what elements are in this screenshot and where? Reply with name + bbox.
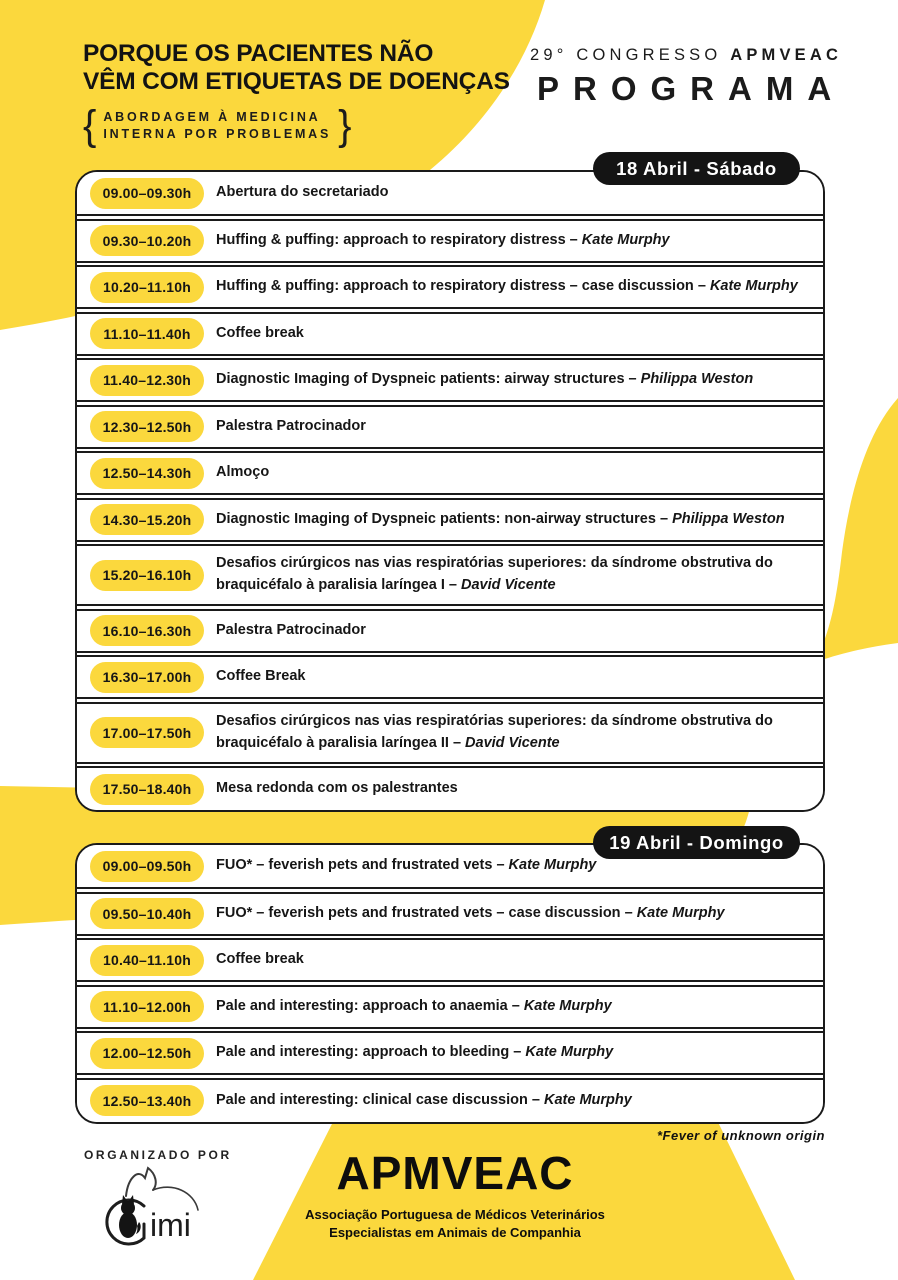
right-yellow-blob <box>813 398 898 663</box>
subtitle-line-2: INTERNA POR PROBLEMAS <box>103 127 332 142</box>
row-time: 12.50–14.30h <box>102 465 192 481</box>
row-time: 11.10–12.00h <box>102 998 192 1015</box>
row-speaker: Kate Murphy <box>709 278 798 295</box>
time-pill <box>90 1085 204 1116</box>
organized-by-label: ORGANIZADO POR <box>84 1148 232 1162</box>
row-separator: – <box>628 371 637 388</box>
row-time: 11.40–12.30h <box>102 372 192 388</box>
time-pill <box>90 615 204 646</box>
subtitle-line-1: ABORDAGEM À MEDICINA <box>103 110 321 125</box>
event-text <box>216 462 269 484</box>
event-text <box>216 949 304 971</box>
schedule-row <box>77 766 823 810</box>
day2-schedule <box>75 843 825 1124</box>
open-brace: { <box>83 103 97 150</box>
row-separator: – <box>531 1091 540 1108</box>
day1-badge: 18 Abril - Sábado <box>593 152 800 185</box>
time-pill <box>90 662 204 693</box>
time-pill <box>90 851 204 882</box>
row-title: Coffee Break <box>216 668 306 685</box>
time-pill <box>90 178 204 209</box>
row-speaker: Kate Murphy <box>508 857 597 874</box>
schedule-row <box>77 544 823 606</box>
row-separator: – <box>569 231 578 248</box>
row-time: 17.50–18.40h <box>102 781 192 797</box>
title-line-1: PORQUE OS PACIENTES NÃO <box>83 40 434 67</box>
time-pill <box>90 717 204 748</box>
schedule-row <box>77 1078 823 1122</box>
event-text <box>216 230 670 252</box>
row-separator: – <box>697 278 706 295</box>
subtitle <box>83 103 510 150</box>
event-text <box>216 1042 613 1064</box>
row-speaker: Kate Murphy <box>544 1091 632 1108</box>
row-time: 15.20–16.10h <box>102 567 192 583</box>
time-pill <box>90 365 204 396</box>
schedule-row <box>77 405 823 449</box>
row-title: Huffing & puffing: approach to respiratory distress <box>216 231 566 248</box>
row-speaker: David Vicente <box>465 734 560 751</box>
row-separator: – <box>624 904 633 921</box>
gimi-logo <box>98 1162 218 1258</box>
schedule-row <box>77 655 823 699</box>
event-text <box>216 323 304 345</box>
event-text <box>216 182 388 204</box>
row-title: Coffee break <box>216 324 304 341</box>
time-pill <box>90 898 204 929</box>
close-brace: } <box>338 103 352 150</box>
row-time: 16.30–17.00h <box>102 669 192 685</box>
dog-outline-icon <box>126 1168 156 1196</box>
event-text <box>216 620 366 642</box>
schedule-row <box>77 312 823 356</box>
schedule-row <box>77 938 823 982</box>
row-title: FUO* – feverish pets and frustrated vets – case discussion <box>216 904 621 921</box>
row-separator: – <box>513 1044 522 1061</box>
row-time: 14.30–15.20h <box>102 511 192 528</box>
schedule-row <box>77 498 823 542</box>
row-title: Palestra Patrocinador <box>216 417 366 434</box>
schedule-row <box>77 892 823 936</box>
row-title: Pale and interesting: approach to anaemia <box>216 997 508 1014</box>
program-block <box>530 46 846 108</box>
row-time: 12.30–12.50h <box>102 418 192 435</box>
schedule-row <box>77 1031 823 1075</box>
row-separator: – <box>448 577 457 593</box>
page-title <box>83 40 510 96</box>
title-line-2: VÊM COM ETIQUETAS DE DOENÇAS <box>83 68 510 96</box>
row-speaker: Philippa Weston <box>672 510 785 527</box>
association-desc-line-1: Associação Portuguesa de Médicos Veterinários <box>305 1207 605 1222</box>
row-speaker: Philippa Weston <box>640 371 754 388</box>
day1-rows <box>77 172 823 810</box>
row-title: Pale and interesting: clinical case discussion <box>216 1091 528 1108</box>
time-pill <box>90 504 204 535</box>
congress-number: 29° CONGRESSO <box>530 46 722 64</box>
row-speaker: David Vicente <box>461 577 556 593</box>
row-speaker: Kate Murphy <box>636 904 725 921</box>
time-pill <box>90 560 204 591</box>
row-time: 09.00–09.30h <box>102 185 192 201</box>
row-title: Desafios cirúrgicos nas vias respiratórias superiores: da síndrome obstrutiva do braquicéfalo à paralisia laríngea II <box>216 712 773 751</box>
day2-badge: 19 Abril - Domingo <box>593 826 800 859</box>
footnote: *Fever of unknown origin <box>656 1128 825 1143</box>
event-text <box>216 509 785 531</box>
schedule-row <box>77 985 823 1029</box>
row-title: FUO* – feverish pets and frustrated vets <box>216 857 493 874</box>
row-time: 10.20–11.10h <box>102 279 192 295</box>
row-time: 09.00–09.50h <box>102 858 192 874</box>
row-separator: – <box>452 734 462 751</box>
day2-rows <box>77 845 823 1122</box>
row-title: Diagnostic Imaging of Dyspneic patients: airway structures <box>216 371 625 388</box>
row-speaker: Kate Murphy <box>525 1044 614 1061</box>
row-title: Palestra Patrocinador <box>216 621 366 638</box>
row-title: Abertura do secretariado <box>216 184 389 201</box>
gimi-wordmark: imi <box>150 1207 191 1243</box>
row-time: 09.30–10.20h <box>102 232 192 249</box>
row-title: Pale and interesting: approach to bleeding <box>216 1044 510 1061</box>
row-time: 10.40–11.10h <box>102 952 192 968</box>
schedule-row <box>77 265 823 309</box>
congress-line <box>530 46 843 65</box>
schedule-row <box>77 451 823 495</box>
row-separator: – <box>511 997 520 1014</box>
time-pill <box>90 411 204 442</box>
time-pill <box>90 945 204 976</box>
association-desc-line-2: Especialistas em Animais de Companhia <box>329 1225 581 1241</box>
time-pill <box>90 225 204 256</box>
event-text <box>216 553 809 597</box>
row-title: Huffing & puffing: approach to respiratory distress – case discussion <box>216 278 694 295</box>
row-time: 12.00–12.50h <box>102 1045 192 1061</box>
schedule-row <box>77 358 823 402</box>
time-pill <box>90 991 204 1022</box>
row-title: Almoço <box>216 464 270 481</box>
day1-schedule <box>75 170 825 812</box>
event-text <box>216 778 458 800</box>
event-text <box>216 711 809 755</box>
association-description <box>285 1206 625 1242</box>
row-title: Coffee break <box>216 951 304 968</box>
schedule-row <box>77 219 823 263</box>
event-text <box>216 1090 632 1112</box>
row-speaker: Kate Murphy <box>581 231 670 248</box>
event-text <box>216 416 366 438</box>
congress-org: APMVEAC <box>730 46 843 64</box>
schedule-row <box>77 702 823 764</box>
time-pill <box>90 774 204 805</box>
event-text <box>216 369 753 391</box>
event-text <box>216 996 612 1018</box>
row-speaker: Kate Murphy <box>523 997 612 1014</box>
time-pill <box>90 1038 204 1069</box>
row-separator: – <box>496 857 505 874</box>
event-text <box>216 666 305 688</box>
event-text <box>216 855 596 877</box>
time-pill <box>90 458 204 489</box>
row-time: 12.50–13.40h <box>102 1092 192 1109</box>
row-time: 11.10–11.40h <box>103 325 191 342</box>
row-time: 17.00–17.50h <box>102 724 192 741</box>
schedule-row <box>77 609 823 653</box>
event-text <box>216 903 725 925</box>
event-text <box>216 276 798 298</box>
association-block <box>285 1147 625 1242</box>
row-time: 16.10–16.30h <box>102 622 192 639</box>
row-title: Diagnostic Imaging of Dyspneic patients: non-airway structures <box>216 510 656 527</box>
time-pill <box>90 318 204 349</box>
time-pill <box>90 272 204 303</box>
row-separator: – <box>659 510 669 527</box>
row-title: Desafios cirúrgicos nas vias respiratórias superiores: da síndrome obstrutiva do braquicéfalo à paralisia laríngea I <box>216 555 773 593</box>
row-title: Mesa redonda com os palestrantes <box>216 780 458 797</box>
program-title: PROGRAMA <box>537 70 846 107</box>
title-block <box>83 40 510 150</box>
apmveac-logo: APMVEAC <box>336 1147 574 1199</box>
row-time: 09.50–10.40h <box>102 905 192 922</box>
